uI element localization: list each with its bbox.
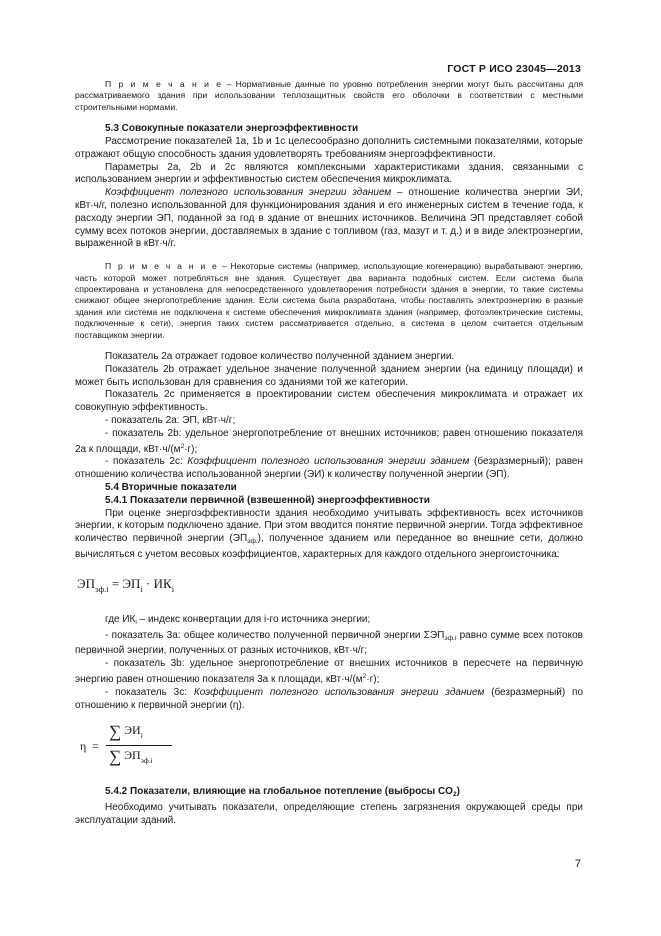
list-item: - показатель 2a: ЭП, кВт·ч/г; — [105, 415, 236, 427]
list-item: - показатель 2c: Коэффициент полезного использования энергии зданием (безразмерный); равен отношению количества использованной энергии (ЭИ) к количеству полученной энергии (ЭП). — [75, 456, 584, 481]
document-header: ГОСТ Р ИСО 23045—2013 — [447, 63, 581, 75]
term: Коэффициент полезного использования энергии зданием — [105, 187, 392, 199]
note-text: – Нормативные данные по уровню потребления энергии могут быть рассчитаны для рассматриваемого здания при использовании теплозащитных свойств его оболочки в соответствии с местными строительными нормами. — [75, 79, 583, 112]
section-5-4-2-heading: 5.4.2 Показатели, влияющие на глобальное потепление (выбросы $CO_2$) — [105, 786, 460, 799]
note-standards — [75, 79, 583, 113]
section-5-4-1-heading: 5.4.1 Показатели первичной (взвешенной) энергоэффективности — [105, 494, 430, 506]
section-5-4-heading: 5.4 Вторичные показатели — [105, 482, 237, 493]
fraction-bar — [106, 745, 172, 746]
paragraph: Рассмотрение показателей 1a, 1b и 1c целесообразно дополнить системными показателями, которые отражают общую способность здания удовлетворять требованиям энергоэффективности. — [75, 136, 583, 160]
list-item: - показатель 2b: удельное энергопотребление от внешних источников; равен отношению показателя 2a к площади, $кВт\cdot ч/(м^2\cdot г)$; — [75, 427, 583, 455]
formula-eta: η — [80, 739, 87, 754]
formula-numerator: ∑ $ЭИ_i$ — [109, 722, 143, 742]
paragraph-where: где $ИК_i$ – индекс конвертации для i-го источника энергии; — [105, 613, 371, 626]
paragraph: Параметры 2a, 2b и 2c являются комплексными характеристиками здания, связанными с использованием энергии и эффективностью систем обеспечения микроклимата. — [75, 161, 583, 186]
paragraph: Показатель 2c применяется в проектировании систем обеспечения микроклимата и отражает их совокупную эффективность. — [75, 389, 583, 414]
paragraph: При оценке энергоэффективности здания необходимо учитывать эффективность всех источников энергии, к которым подключено здание. При этом вводится понятие первичной энергии. Тогда эффективное количество первичной энергии $(ЭП_{эф.})$, полученное зданием или переданное во внешние сети, должно вычисляться с учетом весовых коэффициентов, характерных для каждого отдельного энергоисточника: — [75, 507, 583, 560]
paragraph-definition: Коэффициент полезного использования энергии зданием – отношение количества энергии ЭИ, кВт·ч/г, полезно использованной для функционирования здания и его инженерных систем в течение года, к расходу энергии ЭП, поданной за год в здание от внешних источников. Величина ЭП представляет собой сумму всех потоков энергии, доставляемых в здание с топливом (газ, мазут и т. д.) и в виде электроэнергии, выраженной в кВт·ч/г. — [75, 187, 584, 250]
note-text: – Некоторые системы (например, использующие когенерацию) вырабатывают энергию, часть которой может потребляться вне здания. Существует два варианта подобных систем. Если система была спроектирована и установлена для непосредственного удовлетворения потребности здания в энергии, то такие системы снижают общее энергопотребление здания. Если система была разработана, чтобы поставлять электроэнергию в разные здания или система не подключена к системе обеспечения микроклимата здания (например, фотоэлектрические системы, подключенные к сети), энергия таких систем рассматривается отдельно, а система в целом считается отдельным поставщиком энергии. — [75, 261, 583, 340]
list-item: - показатель 3a: общее количество полученной первичной энергии $\Sigma ЭП_{эф.i}$ равно сумме всех потоков первичной энергии, полученных от разных источников, кВт·ч/г; — [75, 629, 583, 657]
formula-efficiency — [75, 722, 583, 776]
formula-equals: = — [92, 739, 99, 754]
note-label: П р и м е ч а н и е — [105, 79, 223, 89]
page-content — [75, 79, 583, 828]
page-number: 7 — [574, 858, 581, 870]
paragraph: Необходимо учитывать показатели, определяющие степень загрязнения окружающей среды при эксплуатации зданий. — [75, 802, 583, 826]
paragraph: Показатель 2b отражает удельное значение полученной зданием энергии (на единицу площади) и может быть использован для сравнения со зданиями той же категории. — [75, 363, 583, 388]
note-cogeneration — [75, 261, 583, 341]
list-item: - показатель 3b: удельное энергопотребление от внешних источников в пересчете на первичную энергию равен отношению показателя 3a к площади, $кВт\cdot ч/(м^2\cdot г)$; — [75, 658, 583, 685]
section-5-3-heading: 5.3 Совокупные показатели энергоэффективности — [105, 123, 359, 135]
formula-denominator: ∑ $ЭП_{эф.i}$ — [109, 747, 153, 767]
list-item: - показатель 3c: Коэффициент полезного использования энергии зданием (безразмерный) по отношению к первичной энергии (η). — [75, 686, 584, 711]
formula-primary-energy: $ЭП_{эф.i} = ЭП_i \cdot ИК_i$ — [77, 575, 175, 594]
paragraph: Показатель 2a отражает годовое количество полученной зданием энергии. — [105, 351, 455, 363]
note-label: П р и м е ч а н и е — [105, 261, 219, 272]
